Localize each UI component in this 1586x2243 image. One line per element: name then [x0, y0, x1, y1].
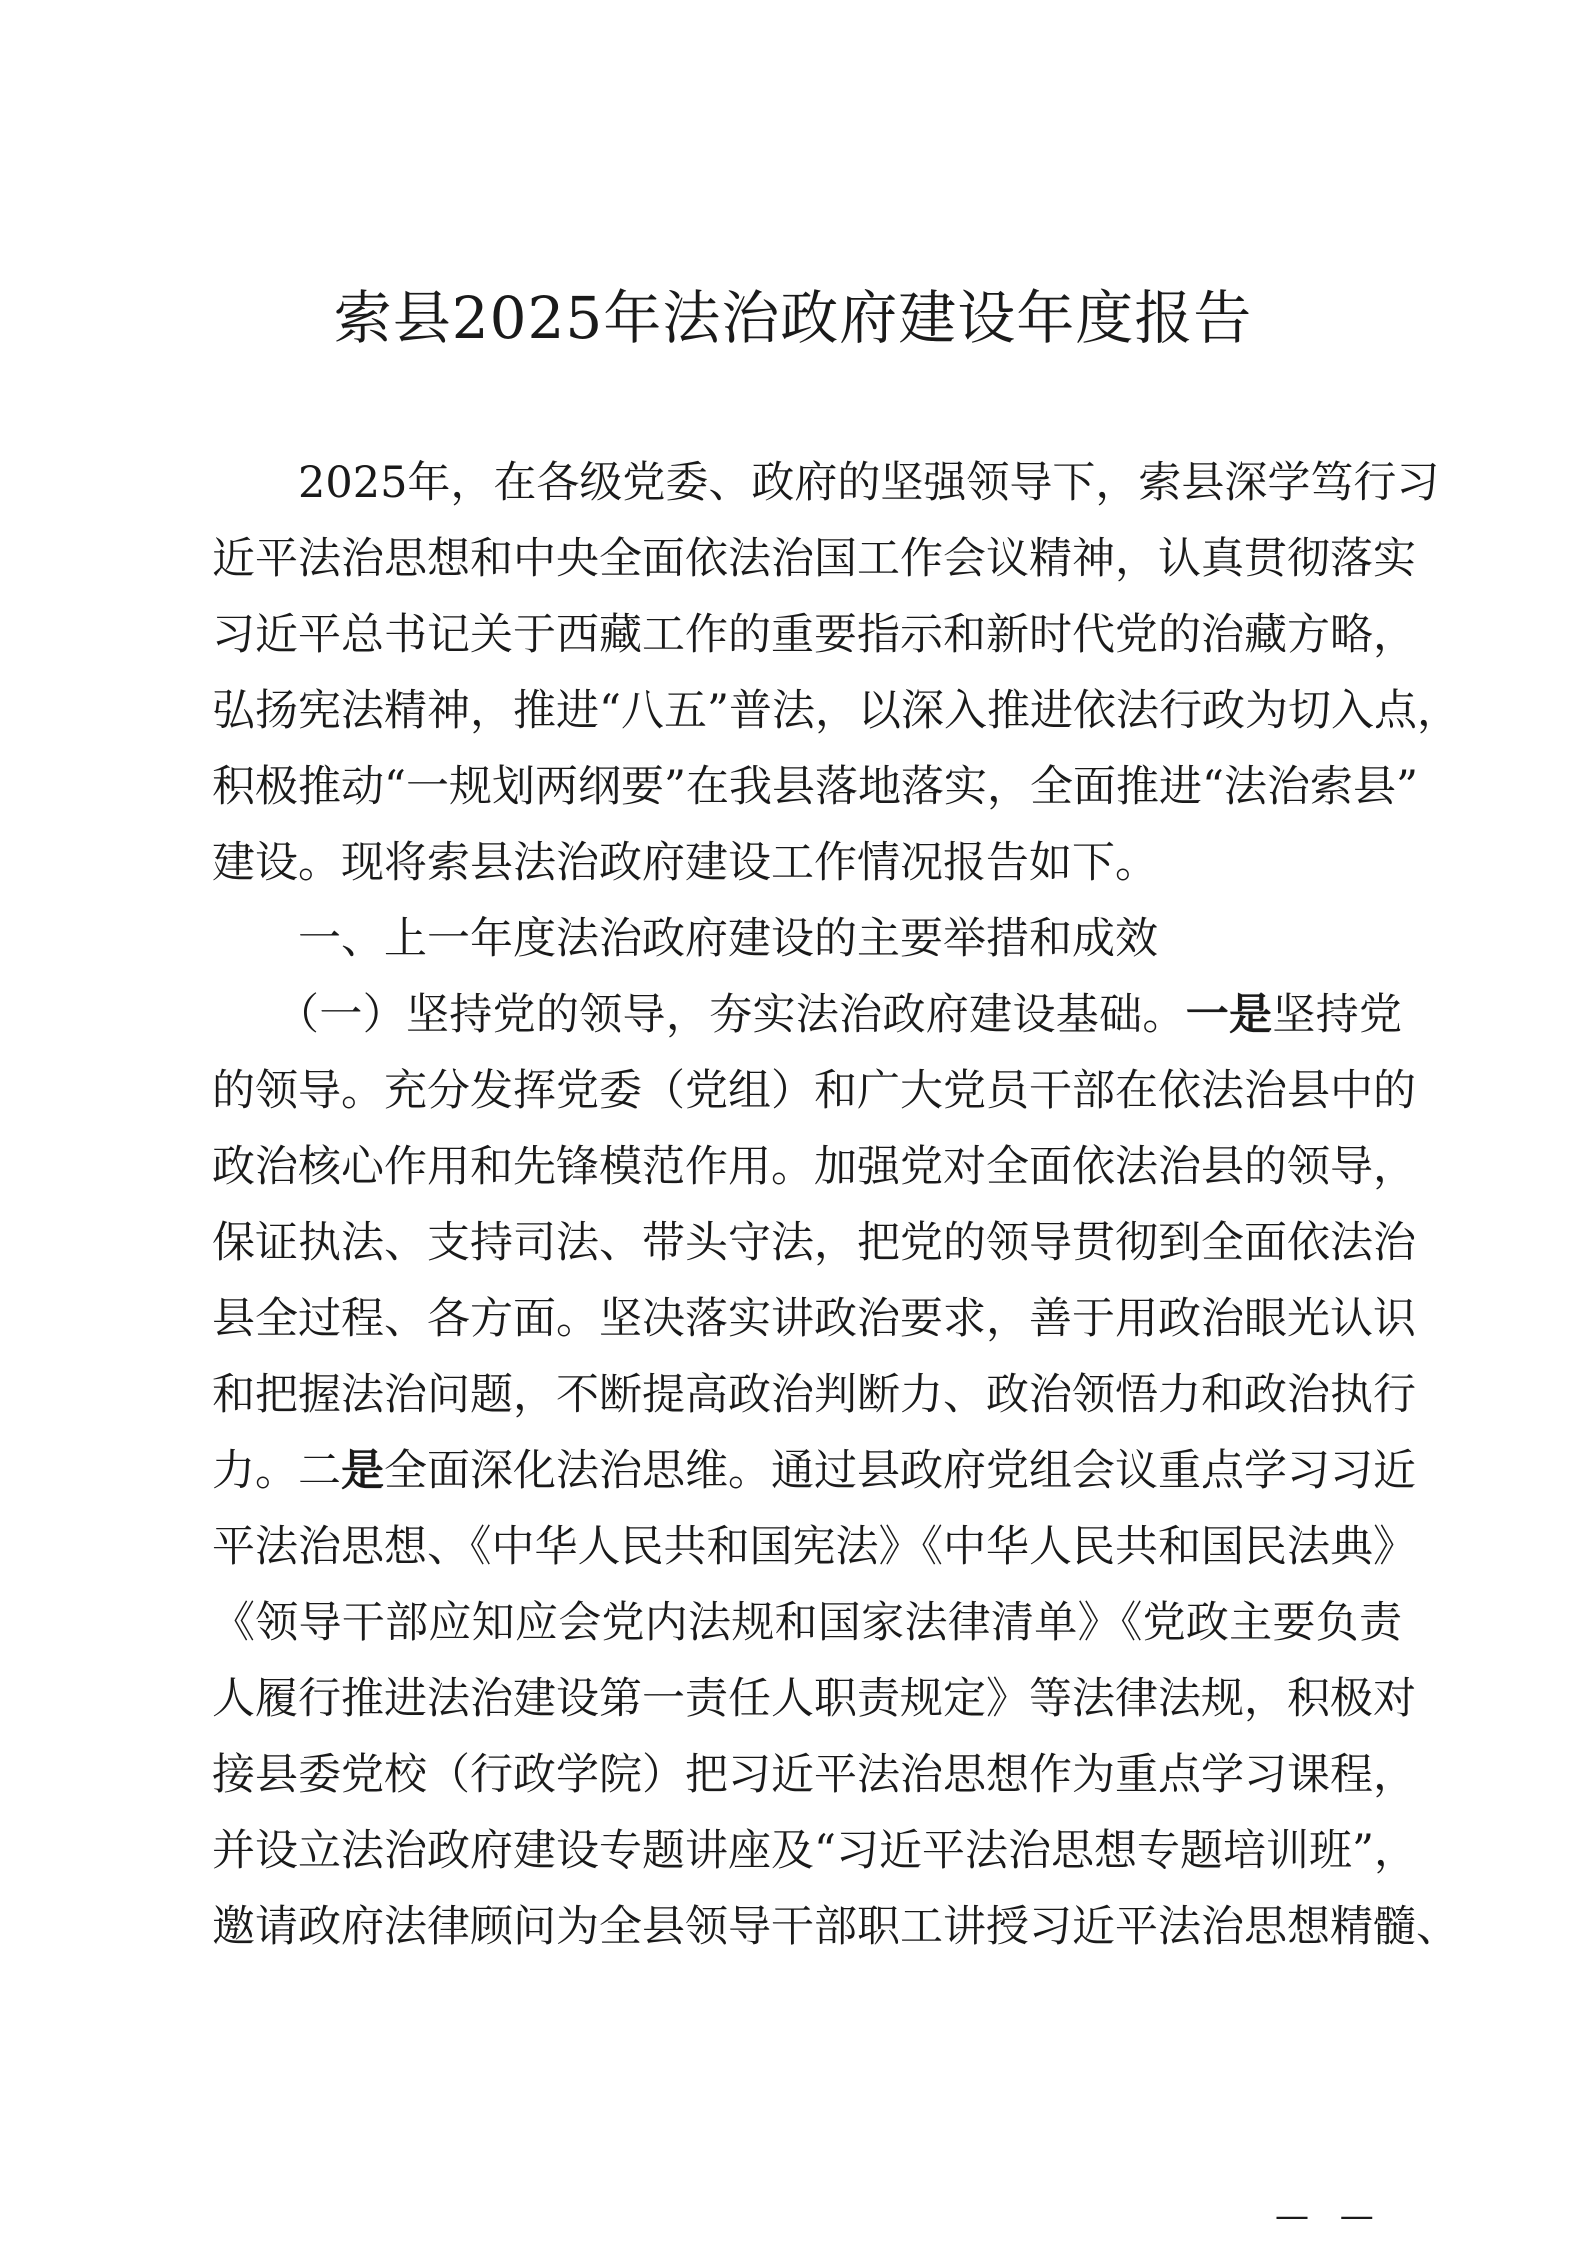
paragraph-line: 《领导干部应知应会党内法规和国家法律清单》《党政主要负责 — [212, 1598, 1402, 1648]
document-body — [212, 445, 1460, 1965]
paragraph-line: 并设立法治政府建设专题讲座及“习近平法治思想专题培训班”， — [212, 1826, 1417, 1876]
page-number-mark: — — — [1275, 2196, 1384, 2236]
text-run: 坚持党 — [1272, 990, 1403, 1040]
text-run: 力。二 — [212, 1446, 341, 1496]
paragraph-line — [212, 977, 1402, 1053]
paragraph-line: 弘扬宪法精神，推进“八五”普法，以深入推进依法行政为切入点， — [212, 686, 1460, 736]
paragraph-line: 的领导。充分发挥党委（党组）和广大党员干部在依法治县中的 — [212, 1066, 1416, 1116]
document-title: 索县2025年法治政府建设年度报告 — [333, 284, 1253, 352]
paragraph-line — [212, 1433, 1416, 1509]
paragraph-line: 建设。现将索县法治政府建设工作情况报告如下。 — [212, 838, 1158, 888]
paragraph-line: 积极推动“一规划两纲要”在我县落地落实，全面推进“法治索县” — [212, 762, 1418, 812]
paragraph-line: 2025年，在各级党委、政府的坚强领导下，索县深学笃行习 — [298, 458, 1440, 508]
paragraph-line: 县全过程、各方面。坚决落实讲政治要求，善于用政治眼光认识 — [212, 1294, 1416, 1344]
paragraph-line: 近平法治思想和中央全面依法治国工作会议精神，认真贯彻落实 — [212, 534, 1416, 584]
paragraph-line: 邀请政府法律顾问为全县领导干部职工讲授习近平法治思想精髓、 — [212, 1902, 1459, 1952]
text-run: 全面深化法治思维。通过县政府党组会议重点学习习近 — [384, 1446, 1416, 1496]
bold-keyword: 是 — [341, 1446, 384, 1496]
subsection-heading: （一）坚持党的领导，夯实法治政府建设基础。 — [276, 990, 1186, 1040]
paragraph-line: 保证执法、支持司法、带头守法，把党的领导贯彻到全面依法治 — [212, 1218, 1416, 1268]
paragraph-line: 习近平总书记关于西藏工作的重要指示和新时代党的治藏方略， — [212, 610, 1416, 660]
paragraph-line: 和把握法治问题，不断提高政治判断力、政治领悟力和政治执行 — [212, 1370, 1416, 1420]
section-heading: 一、上一年度法治政府建设的主要举措和成效 — [298, 914, 1158, 964]
paragraph-line: 政治核心作用和先锋模范作用。加强党对全面依法治县的领导， — [212, 1142, 1416, 1192]
paragraph-line: 接县委党校（行政学院）把习近平法治思想作为重点学习课程， — [212, 1750, 1416, 1800]
bold-keyword: 一是 — [1185, 990, 1273, 1040]
paragraph-line: 平法治思想、《中华人民共和国宪法》《中华人民共和国民法典》 — [212, 1522, 1416, 1572]
paragraph-line: 人履行推进法治建设第一责任人职责规定》等法律法规，积极对 — [212, 1674, 1416, 1724]
